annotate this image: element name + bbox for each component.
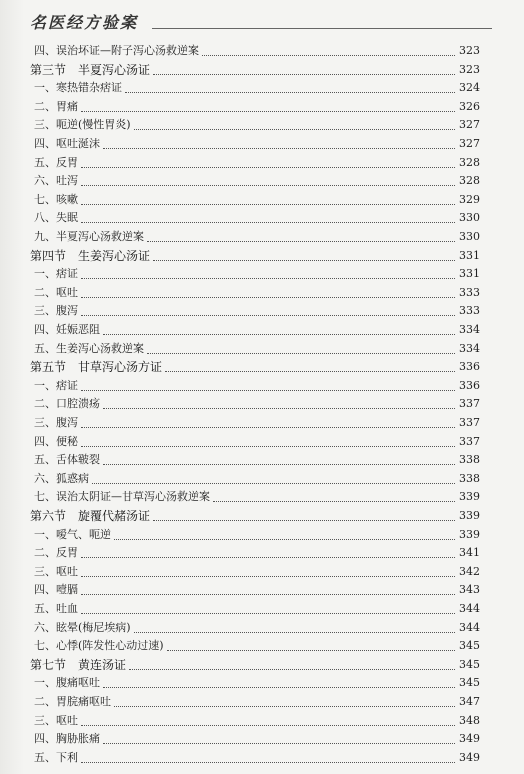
- toc-entry-title: 第五节 甘草泻心汤方证: [30, 360, 163, 375]
- toc-entry-title: 三、腹泻: [34, 416, 78, 429]
- dot-leader: [114, 539, 455, 540]
- dot-leader: [167, 650, 455, 651]
- toc-page-number: 328: [459, 174, 480, 188]
- toc-entry-title: 四、噎膈: [34, 583, 78, 597]
- toc-page-number: 344: [459, 602, 480, 615]
- toc-entry-title: 二、呕吐: [34, 285, 78, 299]
- toc-entry-title: 四、误治坏证—附子泻心汤救逆案: [34, 44, 199, 57]
- dot-leader: [81, 390, 455, 391]
- dot-leader: [129, 669, 455, 670]
- toc-entry-title: 一、寒热错杂痞证: [34, 81, 122, 95]
- toc-page-number: 334: [459, 323, 480, 336]
- toc-page-number: 345: [459, 639, 480, 653]
- toc-page-number: 323: [459, 44, 480, 57]
- toc-page-number: 323: [459, 62, 480, 76]
- dot-leader: [81, 576, 455, 577]
- toc-entry-title: 一、痞证: [34, 267, 78, 281]
- toc-page-number: 347: [459, 695, 480, 708]
- dot-leader: [81, 297, 455, 298]
- dot-leader: [202, 55, 455, 56]
- toc-page-number: 327: [459, 118, 480, 132]
- toc-entry-title: 五、反胃: [34, 155, 78, 169]
- toc-entry-title: 三、呕吐: [34, 713, 78, 727]
- toc-page-number: 328: [459, 155, 480, 169]
- dot-leader: [213, 501, 455, 502]
- dot-leader: [81, 185, 455, 186]
- dot-leader: [147, 353, 455, 354]
- toc-page-number: 341: [459, 546, 480, 560]
- toc-entry-title: 三、呕吐: [34, 564, 78, 578]
- toc-entry-title: 六、眩晕(梅尼埃病): [34, 620, 131, 634]
- toc-page-number: 345: [459, 657, 480, 671]
- toc-page-number: 333: [459, 285, 480, 299]
- toc-page-number: 338: [459, 471, 480, 485]
- toc-page-number: 327: [459, 137, 480, 150]
- dot-leader: [81, 222, 455, 223]
- dot-leader: [103, 148, 455, 149]
- toc-entry-title: 七、心悸(阵发性心动过速): [34, 639, 164, 653]
- toc-page-number: 345: [459, 676, 480, 690]
- toc-page-number: 349: [459, 750, 480, 764]
- dot-leader: [153, 260, 455, 261]
- toc-page-number: 339: [459, 509, 480, 522]
- toc-entry-title: 二、胃脘痛呕吐: [34, 695, 111, 708]
- toc-entry-title: 三、呃逆(慢性胃炎): [34, 118, 131, 132]
- toc-entry-title: 七、咳嗽: [34, 192, 78, 206]
- dot-leader: [103, 464, 455, 465]
- toc-entry-title: 三、腹泻: [34, 304, 78, 318]
- toc-page-number: 342: [459, 564, 480, 578]
- toc-entry-title: 一、嗳气、呃逆: [34, 527, 111, 541]
- toc-entry-title: 一、痞证: [34, 378, 78, 392]
- toc-entry-title: 七、误治太阴证—甘草泻心汤救逆案: [34, 490, 210, 504]
- dot-leader: [103, 408, 455, 409]
- dot-leader: [92, 483, 455, 484]
- toc-page-number: 344: [459, 620, 480, 634]
- toc-entry-title: 二、胃痛: [34, 99, 78, 113]
- dot-leader: [81, 167, 455, 168]
- dot-leader: [103, 334, 455, 335]
- toc-entry-title: 九、半夏泻心汤救逆案: [34, 230, 144, 243]
- toc-page-number: 326: [459, 99, 480, 113]
- toc-page-number: 337: [459, 416, 480, 429]
- dot-leader: [81, 315, 455, 316]
- header-rule: [152, 28, 492, 29]
- toc-entry-title: 五、下利: [34, 750, 78, 764]
- toc-entry-title: 五、舌体皲裂: [34, 453, 100, 467]
- toc-page-number: 324: [459, 81, 480, 95]
- dot-leader: [134, 129, 455, 130]
- dot-leader: [81, 111, 455, 112]
- dot-leader: [153, 520, 455, 521]
- toc-entry-title: 第七节 黄连汤证: [30, 657, 127, 672]
- toc-page-number: 331: [459, 267, 480, 281]
- dot-leader: [81, 613, 455, 614]
- toc-page-number: 330: [459, 230, 480, 243]
- toc-page-number: 333: [459, 304, 480, 318]
- toc-entry-title: 六、吐泻: [34, 174, 78, 188]
- toc-entry-title: 第六节 旋覆代赭汤证: [30, 509, 151, 523]
- dot-leader: [81, 204, 455, 205]
- toc-page-number: 334: [459, 341, 480, 355]
- dot-leader: [81, 427, 455, 428]
- toc-entry-title: 第四节 生姜泻心汤证: [30, 248, 151, 263]
- toc-page-number: 336: [459, 378, 480, 392]
- toc-page-number: 330: [459, 211, 480, 225]
- toc-entry-title: 六、狐惑病: [34, 471, 89, 485]
- toc-entry-title: 一、腹痛呕吐: [34, 676, 100, 690]
- dot-leader: [81, 278, 455, 279]
- dot-leader: [147, 241, 455, 242]
- toc-page-number: 329: [459, 192, 480, 206]
- toc-entry-title: 二、反胃: [34, 546, 78, 560]
- toc-entry-title: 五、生姜泻心汤救逆案: [34, 341, 144, 355]
- dot-leader: [81, 446, 455, 447]
- toc-entry-title: 八、失眠: [34, 211, 78, 225]
- dot-leader: [114, 706, 455, 707]
- toc-page-number: 339: [459, 490, 480, 504]
- toc-page-number: 339: [459, 527, 480, 541]
- dot-leader: [153, 74, 455, 75]
- toc-page-number: 336: [459, 360, 480, 374]
- toc-entry-title: 四、呕吐涎沫: [34, 137, 100, 150]
- toc-entry-title: 四、妊娠恶阻: [34, 323, 100, 336]
- dot-leader: [81, 557, 455, 558]
- toc-page-number: 348: [459, 713, 480, 727]
- dot-leader: [81, 594, 455, 595]
- dot-leader: [125, 92, 455, 93]
- toc-page-number: 337: [459, 397, 480, 411]
- toc-page-number: 331: [459, 248, 480, 262]
- toc-page-number: 338: [459, 453, 480, 467]
- dot-leader: [103, 743, 455, 744]
- dot-leader: [134, 632, 455, 633]
- toc-entry-title: 五、吐血: [34, 602, 78, 615]
- dot-leader: [165, 371, 455, 372]
- toc-page-number: 349: [459, 732, 480, 746]
- toc-entry-title: 第三节 半夏泻心汤证: [30, 62, 151, 77]
- toc-page-number: 337: [459, 434, 480, 448]
- dot-leader: [81, 762, 455, 763]
- book-title: 名医经方验案: [30, 13, 139, 32]
- toc-item-row[interactable]: [0, 747, 524, 769]
- toc-page-number: 343: [459, 583, 480, 597]
- toc-entry-title: 四、胸胁胀痛: [34, 732, 100, 746]
- toc-entry-title: 四、便秘: [34, 434, 78, 448]
- dot-leader: [103, 687, 455, 688]
- running-header: [22, 6, 492, 36]
- dot-leader: [81, 725, 455, 726]
- toc-entry-title: 二、口腔溃疡: [34, 397, 100, 411]
